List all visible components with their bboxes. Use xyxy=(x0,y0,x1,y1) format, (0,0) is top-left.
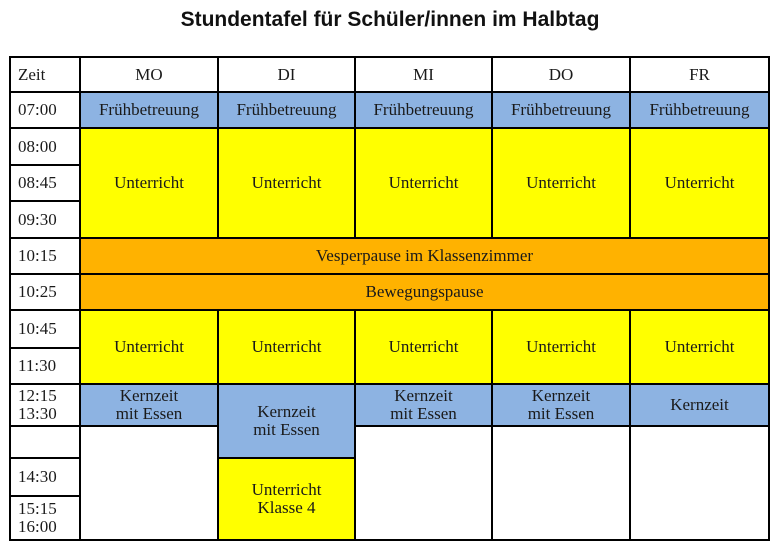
cell-do-empty xyxy=(492,426,630,540)
table-row xyxy=(10,128,769,165)
cell-line: mit Essen xyxy=(390,403,457,423)
cell-di-unterricht-2: Unterricht xyxy=(218,310,355,383)
cell-mo-kernzeit xyxy=(80,384,218,426)
header-zeit: Zeit xyxy=(10,57,80,92)
cell-mi-unterricht-2: Unterricht xyxy=(355,310,492,383)
time-label: 16:00 xyxy=(18,516,57,536)
time-label: 14:30 xyxy=(10,458,80,496)
time-label: 10:45 xyxy=(10,310,80,347)
table-row xyxy=(10,426,769,458)
header-day-mo: MO xyxy=(80,57,218,92)
cell-do-kernzeit xyxy=(492,384,630,426)
cell-bewegungspause: Bewegungspause xyxy=(80,274,769,310)
table-row xyxy=(10,92,769,128)
cell-di-kernzeit xyxy=(218,384,355,458)
time-label: 13:30 xyxy=(18,403,57,423)
cell-fr-kernzeit: Kernzeit xyxy=(630,384,769,426)
cell-mi-fruehbetreuung: Frühbetreuung xyxy=(355,92,492,128)
time-label-double xyxy=(10,496,80,540)
cell-mo-empty xyxy=(80,426,218,540)
page-title: Stundentafel für Schüler/innen im Halbtag xyxy=(180,8,600,31)
time-label: 07:00 xyxy=(10,92,80,128)
cell-di-unterricht-1: Unterricht xyxy=(218,128,355,238)
cell-mi-unterricht-1: Unterricht xyxy=(355,128,492,238)
cell-line: Kernzeit xyxy=(394,385,453,405)
time-label: 11:30 xyxy=(10,348,80,384)
header-day-mi: MI xyxy=(355,57,492,92)
cell-line: Kernzeit xyxy=(531,385,591,405)
cell-line: Kernzeit xyxy=(119,385,179,405)
cell-fr-unterricht-2: Unterricht xyxy=(630,310,769,383)
cell-do-fruehbetreuung: Frühbetreuung xyxy=(492,92,630,128)
cell-fr-unterricht-1: Unterricht xyxy=(630,128,769,238)
cell-do-unterricht-1: Unterricht xyxy=(492,128,630,238)
schedule-table xyxy=(9,56,770,541)
cell-di-fruehbetreuung: Frühbetreuung xyxy=(218,92,355,128)
cell-mo-unterricht-1: Unterricht xyxy=(80,128,218,238)
cell-line: mit Essen xyxy=(253,419,320,439)
time-empty xyxy=(10,426,80,458)
cell-line: Klasse 4 xyxy=(257,497,316,517)
header-day-fr: FR xyxy=(630,57,769,92)
table-row xyxy=(10,274,769,310)
cell-line: Unterricht xyxy=(251,480,322,499)
cell-line: mit Essen xyxy=(527,403,595,423)
cell-vesperpause: Vesperpause im Klassenzimmer xyxy=(80,238,769,274)
cell-mi-kernzeit xyxy=(355,384,492,426)
time-label: 10:25 xyxy=(10,274,80,310)
cell-do-unterricht-2: Unterricht xyxy=(492,310,630,383)
time-label: 09:30 xyxy=(10,201,80,238)
time-label: 08:00 xyxy=(10,128,80,165)
time-label: 08:45 xyxy=(10,165,80,201)
cell-fr-fruehbetreuung: Frühbetreuung xyxy=(630,92,769,128)
time-label: 15:15 xyxy=(18,499,57,519)
header-day-do: DO xyxy=(492,57,630,92)
cell-di-unterricht-klasse4 xyxy=(218,458,355,540)
time-label-double xyxy=(10,384,80,426)
time-label: 12:15 xyxy=(18,385,57,405)
table-row xyxy=(10,310,769,347)
time-label: 10:15 xyxy=(10,238,80,274)
table-row xyxy=(10,238,769,274)
cell-mo-fruehbetreuung: Frühbetreuung xyxy=(80,92,218,128)
cell-line: mit Essen xyxy=(115,403,183,423)
cell-mo-unterricht-2: Unterricht xyxy=(80,310,218,383)
cell-fr-empty xyxy=(630,426,769,540)
header-day-di: DI xyxy=(218,57,355,92)
table-row xyxy=(10,384,769,426)
header-row xyxy=(10,57,769,92)
cell-line: Kernzeit xyxy=(257,401,316,421)
cell-mi-empty xyxy=(355,426,492,540)
